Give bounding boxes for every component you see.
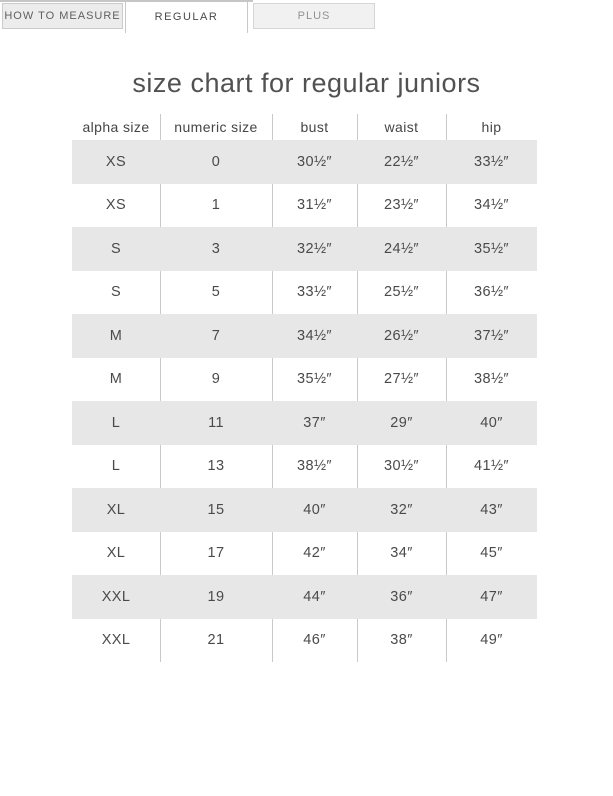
table-cell: 37½″ (474, 327, 509, 344)
table-row (72, 575, 537, 619)
table-cell: 33½″ (297, 284, 332, 301)
table-cell: 13 (207, 458, 225, 475)
table-row (72, 140, 537, 184)
column-header: alpha size (82, 119, 150, 135)
table-cell: XL (106, 501, 126, 518)
table-cell: 17 (207, 545, 225, 562)
table-row (72, 271, 537, 315)
page-title: size chart for regular juniors (132, 68, 481, 98)
table-cell: S (110, 240, 122, 257)
table-cell: 40″ (303, 501, 326, 518)
table-cell: 34″ (390, 545, 413, 562)
table-cell: 30½″ (384, 458, 419, 475)
table-cell: L (111, 414, 121, 431)
table-cell: XS (105, 197, 127, 214)
table-cell: 34½″ (297, 327, 332, 344)
table-cell: 36½″ (474, 284, 509, 301)
table-cell: XXL (101, 632, 131, 649)
size-chart-table (72, 114, 537, 662)
table-cell: 1 (211, 197, 221, 214)
table-body (72, 140, 537, 662)
table-cell: M (109, 327, 123, 344)
table-cell: 45″ (480, 545, 503, 562)
table-row (72, 488, 537, 532)
table-cell: 38½″ (474, 371, 509, 388)
table-cell: S (110, 284, 122, 301)
column-header: bust (300, 119, 329, 135)
table-cell: 43″ (480, 501, 503, 518)
table-cell: 26½″ (384, 327, 419, 344)
table-cell: 38½″ (297, 458, 332, 475)
table-cell: 21 (207, 632, 225, 649)
tab-regular[interactable]: REGULAR (125, 2, 248, 33)
tab-plus[interactable]: PLUS (253, 3, 375, 29)
table-cell: 35½″ (297, 371, 332, 388)
table-row (72, 227, 537, 271)
column-header: waist (384, 119, 419, 135)
table-cell: XS (105, 153, 127, 170)
table-cell: 38″ (390, 632, 413, 649)
table-cell: 3 (211, 240, 221, 257)
table-cell: 30½″ (297, 153, 332, 170)
table-row (72, 358, 537, 402)
table-cell: 42″ (303, 545, 326, 562)
table-cell: 0 (211, 153, 221, 170)
table-cell: 34½″ (474, 197, 509, 214)
table-cell: 22½″ (384, 153, 419, 170)
table-cell: 32½″ (297, 240, 332, 257)
table-cell: 19 (207, 588, 225, 605)
column-header: numeric size (174, 119, 258, 135)
column-header: hip (481, 119, 502, 135)
table-cell: XXL (101, 588, 131, 605)
table-cell: 46″ (303, 632, 326, 649)
table-cell: 9 (211, 371, 221, 388)
table-cell: 49″ (480, 632, 503, 649)
table-cell: 40″ (480, 414, 503, 431)
table-row (72, 532, 537, 576)
table-cell: L (111, 458, 121, 475)
table-cell: 7 (211, 327, 221, 344)
table-cell: 23½″ (384, 197, 419, 214)
table-cell: 11 (208, 414, 224, 431)
table-cell: 15 (207, 501, 225, 518)
table-cell: 24½″ (384, 240, 419, 257)
table-cell: 44″ (303, 588, 326, 605)
table-cell: 36″ (390, 588, 413, 605)
table-cell: 37″ (303, 414, 326, 431)
table-row (72, 184, 537, 228)
table-cell: XL (106, 545, 126, 562)
table-header-row (72, 114, 537, 140)
table-cell: 25½″ (384, 284, 419, 301)
tab-how-to-measure[interactable]: HOW TO MEASURE (2, 3, 123, 29)
table-cell: M (109, 371, 123, 388)
table-row (72, 314, 537, 358)
table-cell: 27½″ (384, 371, 419, 388)
table-cell: 41½″ (474, 458, 509, 475)
table-cell: 29″ (390, 414, 413, 431)
table-row (72, 445, 537, 489)
table-cell: 47″ (480, 588, 503, 605)
table-cell: 33½″ (474, 153, 509, 170)
table-row (72, 619, 537, 663)
table-cell: 31½″ (297, 197, 332, 214)
table-row (72, 401, 537, 445)
table-cell: 35½″ (474, 240, 509, 257)
table-cell: 32″ (390, 501, 413, 518)
table-cell: 5 (211, 284, 221, 301)
